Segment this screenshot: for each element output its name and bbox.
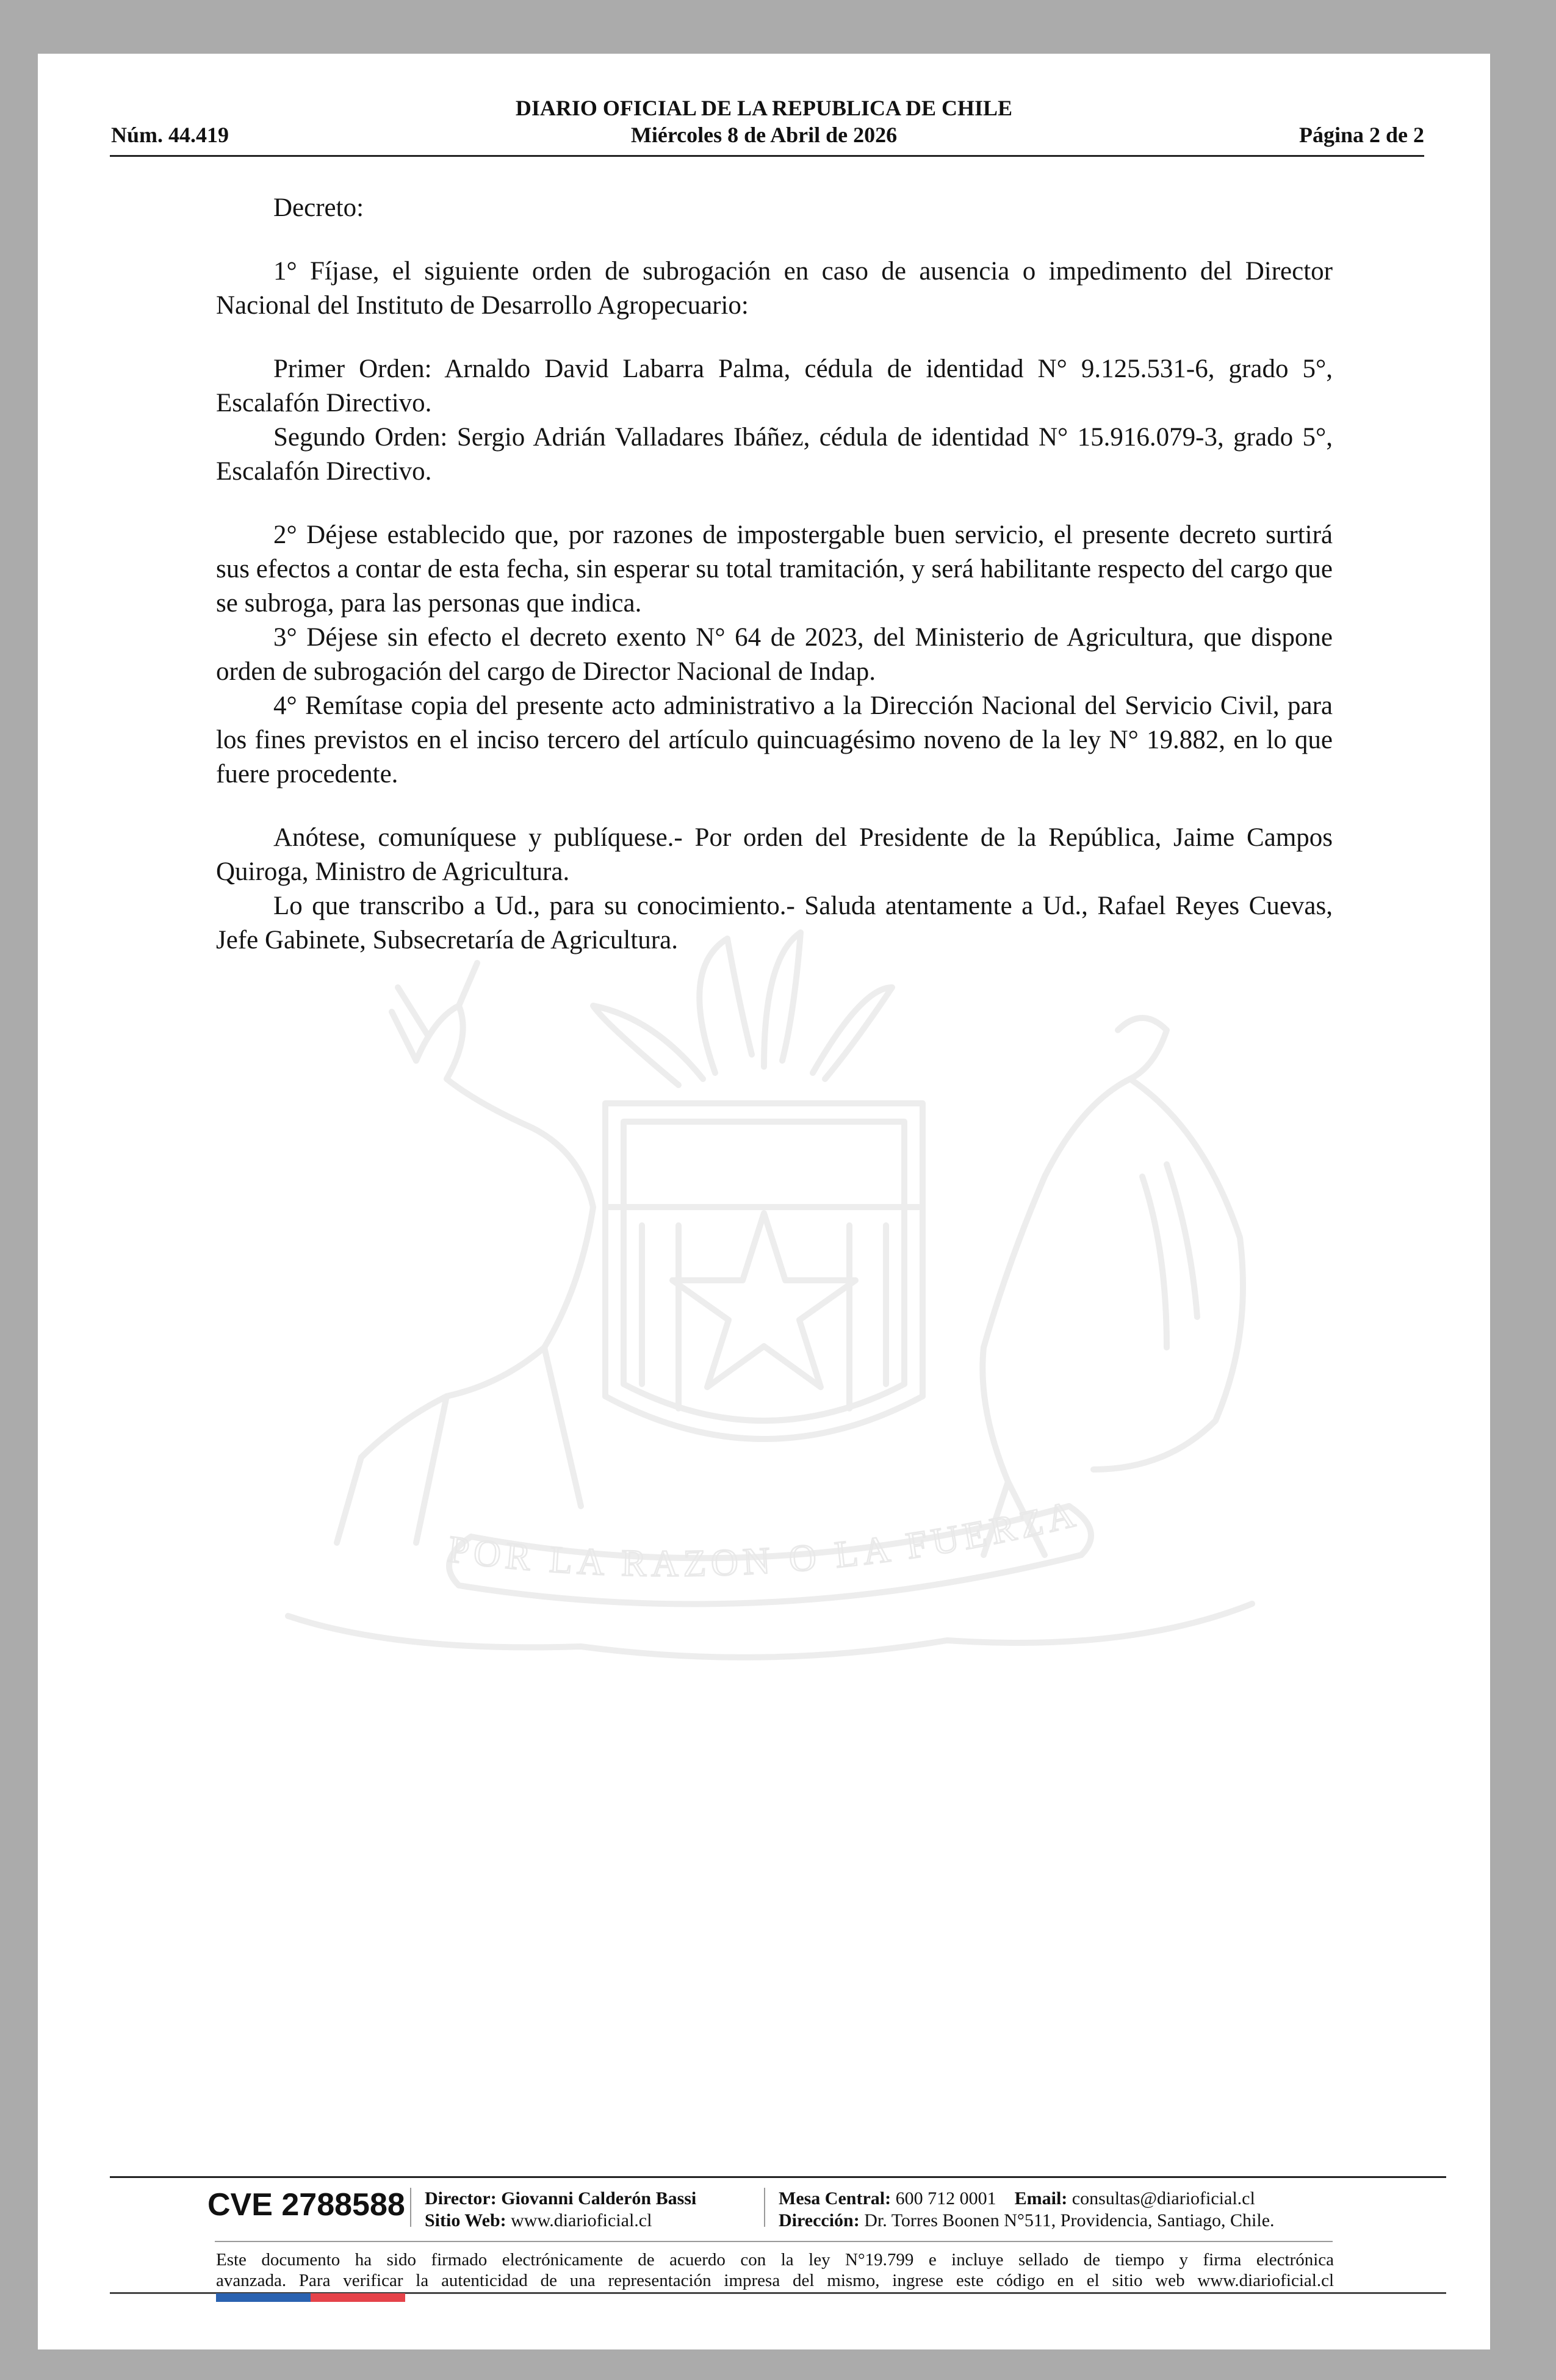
phone-number: 600 712 0001	[895, 2188, 996, 2209]
director-name: Giovanni Calderón Bassi	[501, 2188, 697, 2209]
seal-motto: POR LA RAZON O LA FUERZA	[445, 1492, 1084, 1585]
paragraph-second-order: Segundo Orden: Sergio Adrián Valladares Ibáñez, cédula de identidad N° 15.916.079-3, grado 5°, Escalafón Directivo.	[216, 423, 1333, 486]
footer-contact-block	[779, 2188, 1275, 2232]
director-label: Director:	[425, 2188, 497, 2209]
footer-divider-mid	[215, 2241, 1333, 2242]
flag-blue-segment	[216, 2293, 311, 2302]
address-value: Dr. Torres Boonen N°511, Providencia, Santiago, Chile.	[864, 2210, 1275, 2230]
cve-code: CVE 2788588	[207, 2187, 405, 2223]
paragraph-3: 3° Déjese sin efecto el decreto exento N° 64 de 2023, del Ministerio de Agricultura, que dispone orden de subrogación del cargo de Director Nacional de Indap.	[216, 623, 1333, 686]
flag-red-segment	[311, 2293, 405, 2302]
decree-heading: Decreto:	[273, 193, 364, 222]
footer-director-block	[425, 2188, 696, 2232]
header-divider	[110, 155, 1424, 157]
paragraph-signoff: Anótese, comuníquese y publíquese.- Por orden del Presidente de la República, Jaime Campos Quiroga, Ministro de Agricultura.	[216, 823, 1333, 886]
issue-date: Miércoles 8 de Abril de 2026	[630, 123, 898, 147]
decree-body	[216, 191, 1333, 957]
email-label: Email:	[1014, 2188, 1068, 2209]
phone-label: Mesa Central:	[779, 2188, 891, 2209]
signature-notice	[216, 2249, 1334, 2291]
notice-line: Este documento ha sido firmado electrónicamente de acuerdo con la ley N°19.799 e incluye sellado de tiempo y firma electrónica	[216, 2250, 1334, 2270]
paragraph-first-order: Primer Orden: Arnaldo David Labarra Palma, cédula de identidad N° 9.125.531-6, grado 5°, Escalafón Directivo.	[216, 355, 1333, 417]
paragraph-2: 2° Déjese establecido que, por razones de impostergable buen servicio, el presente decreto surtirá sus efectos a contar de esta fecha, sin esperar su total tramitación, y será habilitante respecto del cargo que se subroga, para las personas que indica.	[216, 521, 1333, 618]
address-label: Dirección:	[779, 2210, 860, 2230]
footer-separator	[764, 2188, 765, 2227]
coat-of-arms-watermark-icon	[215, 920, 1313, 1732]
footer-divider-top	[110, 2176, 1446, 2178]
page-indicator: Página 2 de 2	[1298, 123, 1424, 147]
issue-number: Núm. 44.419	[111, 123, 229, 147]
paragraph-4: 4° Remítase copia del presente acto administrativo a la Dirección Nacional del Servicio Civil, para los fines previstos en el inciso tercero del artículo quincuagésimo noveno de la ley N° 19.882, en lo que fuere procedente.	[216, 691, 1333, 788]
flag-color-bar	[216, 2293, 405, 2302]
email-link[interactable]: consultas@diarioficial.cl	[1072, 2188, 1255, 2209]
document-page	[38, 54, 1490, 2349]
website-link[interactable]: www.diarioficial.cl	[511, 2210, 652, 2230]
notice-line: avanzada. Para verificar la autenticidad de una representación impresa del mismo, ingrese este código en el sitio web www.diarioficial.cl	[216, 2271, 1334, 2290]
paragraph-1: 1° Fíjase, el siguiente orden de subrogación en caso de ausencia o impedimento del Director Nacional del Instituto de Desarrollo Agropecuario:	[216, 257, 1333, 320]
website-label: Sitio Web:	[425, 2210, 506, 2230]
gazette-title: DIARIO OFICIAL DE LA REPUBLICA DE CHILE	[515, 96, 1013, 120]
footer-separator	[410, 2188, 411, 2227]
paragraph-transcription: Lo que transcribo a Ud., para su conocimiento.- Saluda atentamente a Ud., Rafael Reyes Cuevas, Jefe Gabinete, Subsecretaría de Agricultura.	[216, 892, 1333, 954]
